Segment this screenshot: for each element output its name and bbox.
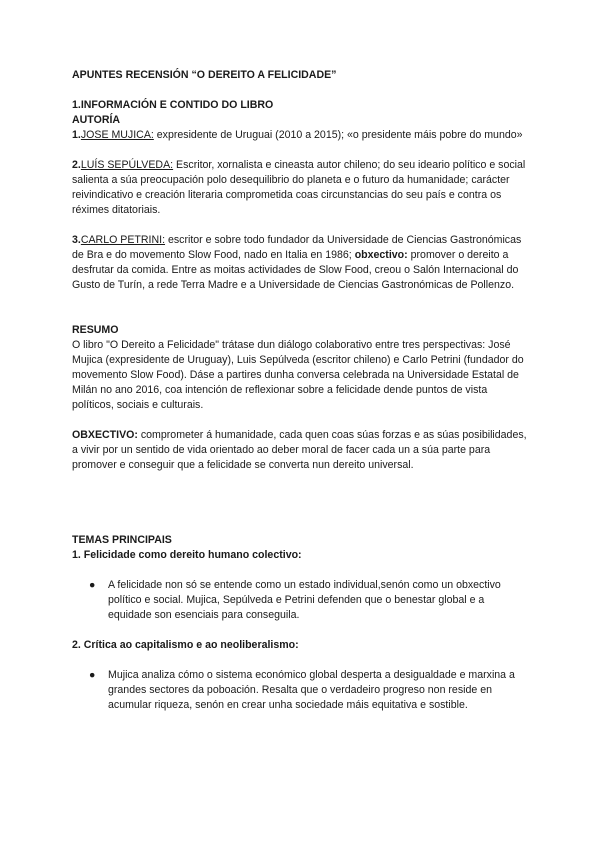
objective-label: obxectivo:	[351, 249, 408, 261]
bullet-icon: ●	[89, 579, 96, 591]
author-sepulveda	[72, 158, 528, 218]
resumo-text: O libro "O Dereito a Felicidade" trátase dun diálogo colaborativo entre tres perspectivas: José Mujica (expresidente de Uruguay), Luis Sepúlveda (escritor chileno) e Carlo Petrini (fundador do movemento Slow Food). Dáse a partires dunha conversa celebrada na Universidade Estatal de Milán no ano 2016, coa intención de reflexionar sobre a felicidade dende puntos de vista políticos, sociais e culturais.	[72, 339, 524, 411]
author-description-cont: promover o dereito a desfrutar da comida. Entre as moitas actividades de Slow Food, creou o Salón Internacional do Gusto de Turín, a rede Terra Madre e a Universidade de Ciencias Gastronómicas de Pollenzo.	[72, 249, 519, 291]
bullet-text: A felicidade non só se entende como un estado individual,senón como un obxectivo político e social. Mujica, Sepúlveda e Petrini defenden que o benestar global e a equidade son esenciais para conseguila.	[108, 579, 501, 621]
objective-paragraph	[72, 428, 528, 473]
tema-bullet-list	[72, 668, 528, 713]
document-content	[72, 68, 528, 713]
author-name: LUÍS SEPÚLVEDA:	[80, 159, 174, 171]
section-subheading-authorship: AUTORÍA	[72, 114, 121, 126]
author-description: expresidente de Uruguai (2010 a 2015); «o presidente máis pobre do mundo»	[153, 129, 523, 141]
author-number: 2.	[72, 159, 81, 171]
bullet-text: Mujica analiza cómo o sistema económico global desperta a desigualdade e marxina a grandes sectores da poboación. Resalta que o verdadeiro progreso non reside en acumular riqueza, senón en crear unha sociedade máis equitativa e sostible.	[108, 669, 515, 711]
author-name: CARLO PETRINI:	[80, 234, 166, 246]
tema-title: 2. Crítica ao capitalismo e ao neoliberalismo:	[72, 639, 299, 651]
bullet-icon: ●	[89, 669, 96, 681]
list-item	[72, 578, 528, 623]
author-mujica	[72, 128, 528, 143]
list-item	[72, 668, 528, 713]
author-petrini	[72, 233, 528, 293]
author-number: 3.	[72, 234, 81, 246]
author-number: 1.	[72, 129, 81, 141]
document-title: APUNTES RECENSIÓN “O DEREITO A FELICIDADE”	[72, 69, 337, 81]
section-heading-resumo: RESUMO	[72, 324, 119, 336]
section-heading-info: 1.INFORMACIÓN E CONTIDO DO LIBRO	[72, 99, 274, 111]
author-description: Escritor, xornalista e cineasta autor chileno; do seu ideario político e social salienta a súa preocupación polo desequilibrio do planeta e o futuro da humanidade; carácter reivindicativo e creación literaria comprometida coas circunstancias do seu país e contra os réximes ditatoriais.	[72, 159, 526, 216]
objective-label: OBXECTIVO:	[72, 429, 138, 441]
section-heading-temas: TEMAS PRINCIPAIS	[72, 534, 172, 546]
author-description: escritor e sobre todo fundador da Universidade de Ciencias Gastronómicas de Bra e do movemento Slow Food, nado en Italia en 1986;	[72, 234, 522, 261]
author-name: JOSE MUJICA:	[80, 129, 154, 141]
tema-bullet-list	[72, 578, 528, 623]
objective-text: comprometer á humanidade, cada quen coas súas forzas e as súas posibilidades, a vivir por un sentido de vida orientado ao deber moral de facer cada un a súa parte para promover e conseguir que a felicidade se converta nun dereito universal.	[72, 429, 527, 471]
tema-title: 1. Felicidade como dereito humano colectivo:	[72, 549, 302, 561]
